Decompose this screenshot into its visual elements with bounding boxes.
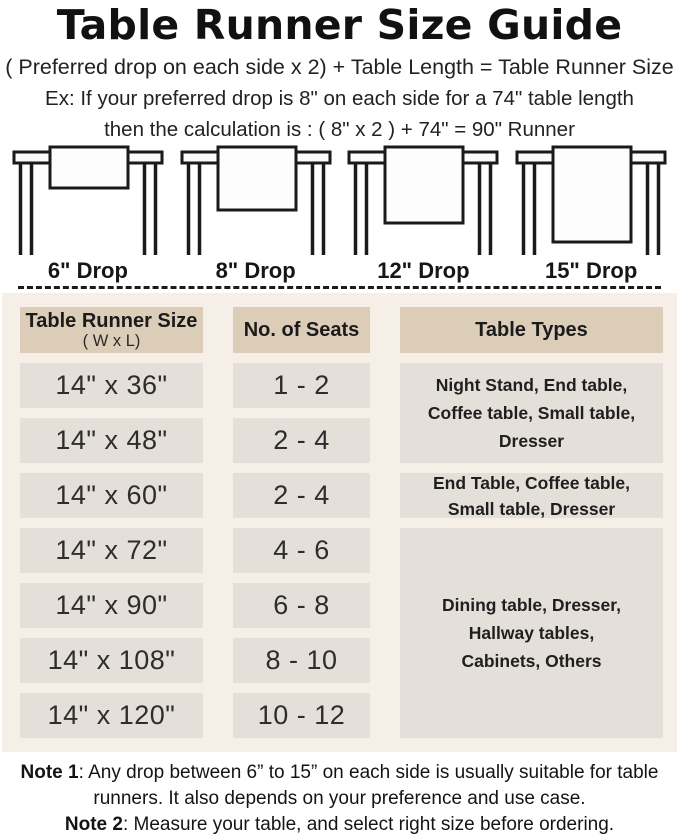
note-1-label: Note 1 xyxy=(20,762,79,783)
drop-label-12: 12" Drop xyxy=(377,258,470,283)
figure-6-drop xyxy=(4,145,172,284)
example-line-1: Ex: If your preferred drop is 8" on each side for a 74" table length xyxy=(45,87,634,110)
drop-label-15: 15" Drop xyxy=(544,258,638,283)
seats-cell: 2 - 4 xyxy=(233,473,370,518)
size-cell: 14" x 72" xyxy=(20,528,203,573)
size-cell: 14" x 48" xyxy=(20,418,203,463)
table-illustration-8-drop xyxy=(176,145,336,257)
page-title: Table Runner Size Guide xyxy=(56,1,623,49)
note-1 xyxy=(4,760,676,811)
figure-8-drop xyxy=(172,145,340,284)
note-1-text: : Any drop between 6” to 15” on each side is usually suitable for table runners. It also depends on your preference and use case. xyxy=(78,762,659,809)
runner-shape xyxy=(385,147,463,223)
figure-12-drop xyxy=(340,145,508,284)
size-table xyxy=(20,307,663,738)
table-types-group-3: Dining table, Dresser, Hallway tables, Cabinets, Others xyxy=(400,528,663,738)
header-table-types: Table Types xyxy=(400,307,663,353)
size-table-panel xyxy=(2,293,677,752)
seats-cell: 1 - 2 xyxy=(233,363,370,408)
seats-cell: 10 - 12 xyxy=(233,693,370,738)
example-line-2: then the calculation is : ( 8" x 2 ) + 74" = 90" Runner xyxy=(104,118,575,141)
header-runner-size-sub: ( W x L) xyxy=(82,331,141,350)
drop-label-8: 8" Drop xyxy=(215,258,296,283)
header-runner-size xyxy=(20,307,203,353)
runner-shape xyxy=(553,147,631,242)
drop-illustrations-row xyxy=(0,145,679,284)
size-cell: 14" x 90" xyxy=(20,583,203,628)
note-2 xyxy=(4,812,676,838)
seats-cell: 2 - 4 xyxy=(233,418,370,463)
notes-section xyxy=(0,752,679,838)
size-cell: 14" x 120" xyxy=(20,693,203,738)
table-illustration-6-drop xyxy=(8,145,168,257)
seats-cell: 4 - 6 xyxy=(233,528,370,573)
table-types-group-1: Night Stand, End table, Coffee table, Small table, Dresser xyxy=(400,363,663,463)
seats-cell: 6 - 8 xyxy=(233,583,370,628)
drop-label-6: 6" Drop xyxy=(47,258,128,283)
size-cell: 14" x 108" xyxy=(20,638,203,683)
runner-shape xyxy=(218,147,296,210)
table-illustration-12-drop xyxy=(343,145,503,257)
formula-text: ( Preferred drop on each side x 2) + Table Length = Table Runner Size xyxy=(5,55,674,79)
size-cell: 14" x 60" xyxy=(20,473,203,518)
size-cell: 14" x 36" xyxy=(20,363,203,408)
dashed-divider xyxy=(18,286,661,289)
header-seats: No. of Seats xyxy=(233,307,370,353)
heading-block xyxy=(0,0,679,143)
figure-15-drop xyxy=(507,145,675,284)
seats-cell: 8 - 10 xyxy=(233,638,370,683)
table-illustration-15-drop xyxy=(511,145,671,257)
table-types-group-2: End Table, Coffee table, Small table, Dresser xyxy=(400,473,663,518)
note-2-text: : Measure your table, and select right size before ordering. xyxy=(122,814,615,835)
runner-shape xyxy=(50,147,128,188)
note-2-label: Note 2 xyxy=(64,814,123,835)
header-runner-size-title: Table Runner Size xyxy=(25,309,198,332)
